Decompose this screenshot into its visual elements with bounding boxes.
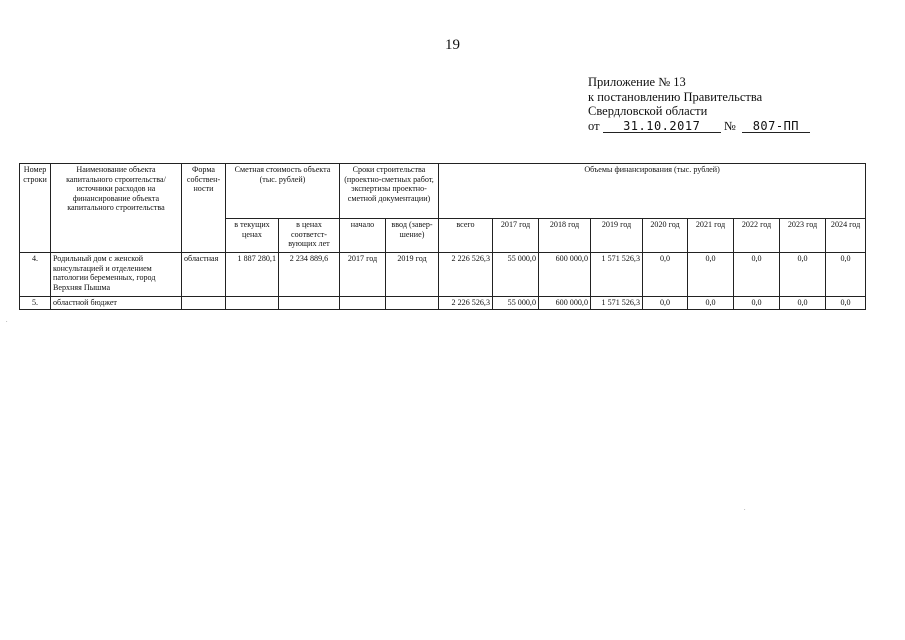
funding-year: 0,0 bbox=[780, 297, 826, 310]
scan-speck: . bbox=[744, 506, 746, 512]
table-row bbox=[20, 253, 866, 297]
header-funding-volumes: Объемы финансирования (тыс. рублей) bbox=[439, 164, 866, 219]
header-year: 2021 год bbox=[688, 219, 734, 253]
funding-total: 2 226 526,3 bbox=[439, 253, 493, 297]
funding-year: 0,0 bbox=[734, 297, 780, 310]
header-object-name: Наименование объекта капитального строительства/ источники расходов на финансирование объекта капитального строительства bbox=[51, 164, 182, 253]
header-year: 2019 год bbox=[591, 219, 643, 253]
header-year: 2023 год bbox=[780, 219, 826, 253]
cost-years bbox=[279, 297, 340, 310]
funding-table bbox=[19, 163, 866, 310]
header-year: 2017 год bbox=[493, 219, 539, 253]
number-value: 807-ПП bbox=[742, 120, 810, 133]
funding-year: 55 000,0 bbox=[493, 297, 539, 310]
date-value: 31.10.2017 bbox=[603, 120, 721, 133]
cost-current bbox=[226, 297, 279, 310]
number-prefix: № bbox=[723, 118, 736, 133]
header-estimated-cost: Сметная стоимость объекта (тыс. рублей) bbox=[226, 164, 340, 219]
header-term-end: ввод (завер-шение) bbox=[386, 219, 439, 253]
row-number: 5. bbox=[20, 297, 51, 310]
header-total: всего bbox=[439, 219, 493, 253]
funding-year: 0,0 bbox=[643, 253, 688, 297]
header-year: 2022 год bbox=[734, 219, 780, 253]
funding-year: 0,0 bbox=[826, 297, 866, 310]
header-cost-years: в ценах соответст-вующих лет bbox=[279, 219, 340, 253]
header-year: 2024 год bbox=[826, 219, 866, 253]
funding-year: 1 571 526,3 bbox=[591, 253, 643, 297]
object-name: областной бюджет bbox=[51, 297, 182, 310]
scan-speck: . bbox=[6, 318, 8, 324]
funding-year: 0,0 bbox=[734, 253, 780, 297]
row-number: 4. bbox=[20, 253, 51, 297]
header-cost-current: в текущих ценах bbox=[226, 219, 279, 253]
header-term-start: начало bbox=[340, 219, 386, 253]
header-year: 2020 год bbox=[643, 219, 688, 253]
header-year: 2018 год bbox=[539, 219, 591, 253]
funding-year: 0,0 bbox=[780, 253, 826, 297]
funding-year: 0,0 bbox=[643, 297, 688, 310]
term-end bbox=[386, 297, 439, 310]
term-start bbox=[340, 297, 386, 310]
appendix-block bbox=[588, 75, 810, 133]
appendix-line-2: к постановлению Правительства bbox=[588, 89, 763, 104]
header-row-number: Номер строки bbox=[20, 164, 51, 253]
appendix-title: Приложение № 13 bbox=[588, 75, 686, 89]
date-prefix: от bbox=[588, 118, 600, 133]
cost-years: 2 234 889,6 bbox=[279, 253, 340, 297]
funding-total: 2 226 526,3 bbox=[439, 297, 493, 310]
funding-year: 0,0 bbox=[688, 297, 734, 310]
funding-year: 0,0 bbox=[826, 253, 866, 297]
ownership: областная bbox=[182, 253, 226, 297]
term-end: 2019 год bbox=[386, 253, 439, 297]
funding-year: 0,0 bbox=[688, 253, 734, 297]
header-ownership: Форма собствен-ности bbox=[182, 164, 226, 253]
header-construction-terms: Сроки строительства (проектно-сметных работ, экспертизы проектно-сметной документации) bbox=[340, 164, 439, 219]
funding-year: 600 000,0 bbox=[539, 297, 591, 310]
object-name: Родильный дом с женской консультацией и отделением патологии беременных, город Верхняя Пышма bbox=[51, 253, 182, 297]
funding-year: 1 571 526,3 bbox=[591, 297, 643, 310]
header-row-1 bbox=[20, 164, 866, 219]
table-row bbox=[20, 297, 866, 310]
page-number: 19 bbox=[445, 37, 460, 53]
funding-year: 600 000,0 bbox=[539, 253, 591, 297]
term-start: 2017 год bbox=[340, 253, 386, 297]
funding-year: 55 000,0 bbox=[493, 253, 539, 297]
appendix-signature-line bbox=[588, 119, 810, 134]
cost-current: 1 887 280,1 bbox=[226, 253, 279, 297]
appendix-line-3: Свердловской области bbox=[588, 104, 708, 118]
ownership bbox=[182, 297, 226, 310]
